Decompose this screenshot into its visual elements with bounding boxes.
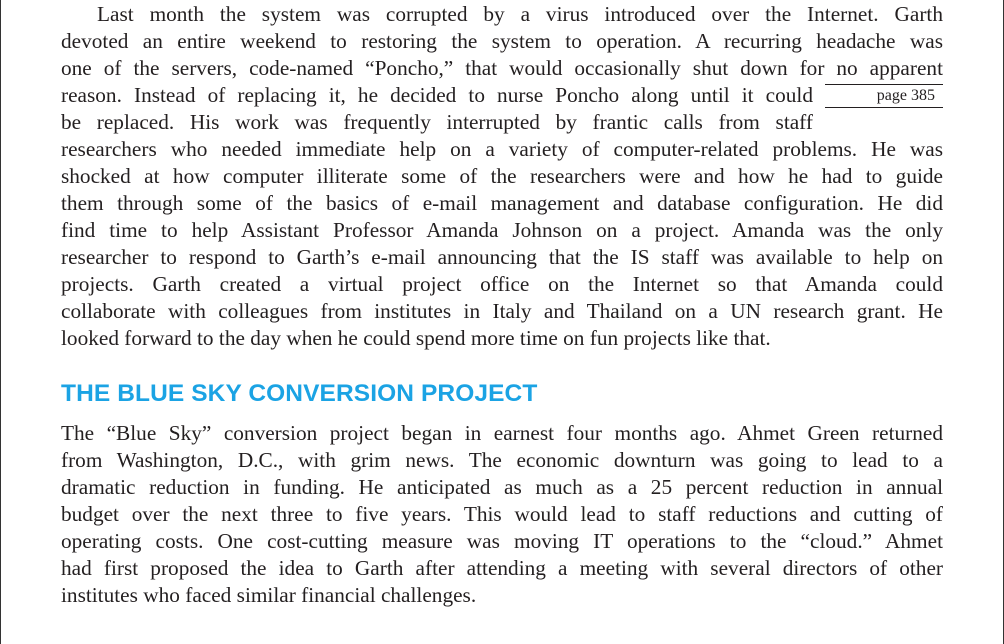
paragraph-1-line-13: looked forward to the day when he could spend more time on fun projects like that.	[61, 326, 771, 350]
paragraph-1-line-6: researchers who needed immediate help on a variety of computer-related problems. He was	[61, 137, 943, 161]
paragraph-2-line-5: operating costs. One cost-cutting measure was moving IT operations to the “cloud.” Ahmet	[61, 529, 943, 553]
paragraph-1-line-3: one of the servers, code-named “Poncho,” that would occasionally shut down for no apparent	[61, 56, 943, 80]
paragraph-1-line-2: devoted an entire weekend to restoring the system to operation. A recurring headache was	[61, 29, 943, 53]
paragraph-2-line-2: from Washington, D.C., with grim news. The economic downturn was going to lead to a	[61, 448, 943, 472]
paragraph-2-line-4: budget over the next three to five years. This would lead to staff reductions and cutting of	[61, 502, 943, 526]
paragraph-2-line-7: institutes who faced similar financial challenges.	[61, 583, 477, 607]
paragraph-1-line-12: collaborate with colleagues from institutes in Italy and Thailand on a UN research grant. He	[61, 299, 943, 323]
paragraph-1-line-10: researcher to respond to Garth’s e-mail announcing that the IS staff was available to help on	[61, 245, 943, 269]
paragraph-1-line-11: projects. Garth created a virtual project office on the Internet so that Amanda could	[61, 272, 943, 296]
paragraph-1-line-5: be replaced. His work was frequently interrupted by frantic calls from staff	[61, 110, 813, 134]
section-heading: THE BLUE SKY CONVERSION PROJECT	[61, 380, 538, 407]
paragraph-1-line-4: reason. Instead of replacing it, he decided to nurse Poncho along until it could	[61, 83, 813, 107]
paragraph-2-line-3: dramatic reduction in funding. He anticipated as much as a 25 percent reduction in annual	[61, 475, 943, 499]
paragraph-1-line-8: them through some of the basics of e-mail management and database configuration. He did	[61, 191, 943, 215]
paragraph-2-line-1: The “Blue Sky” conversion project began in earnest four months ago. Ahmet Green returned	[61, 421, 943, 445]
paragraph-2-line-6: had first proposed the idea to Garth after attending a meeting with several directors of other	[61, 556, 943, 580]
paragraph-1-line-9: find time to help Assistant Professor Amanda Johnson on a project. Amanda was the only	[61, 218, 943, 242]
paragraph-1-line-7: shocked at how computer illiterate some of the researchers were and how he had to guide	[61, 164, 943, 188]
page-reference-note	[825, 84, 943, 108]
paragraph-1-line-1: Last month the system was corrupted by a virus introduced over the Internet. Garth	[97, 2, 943, 26]
page-reference-label: page 385	[876, 87, 935, 104]
